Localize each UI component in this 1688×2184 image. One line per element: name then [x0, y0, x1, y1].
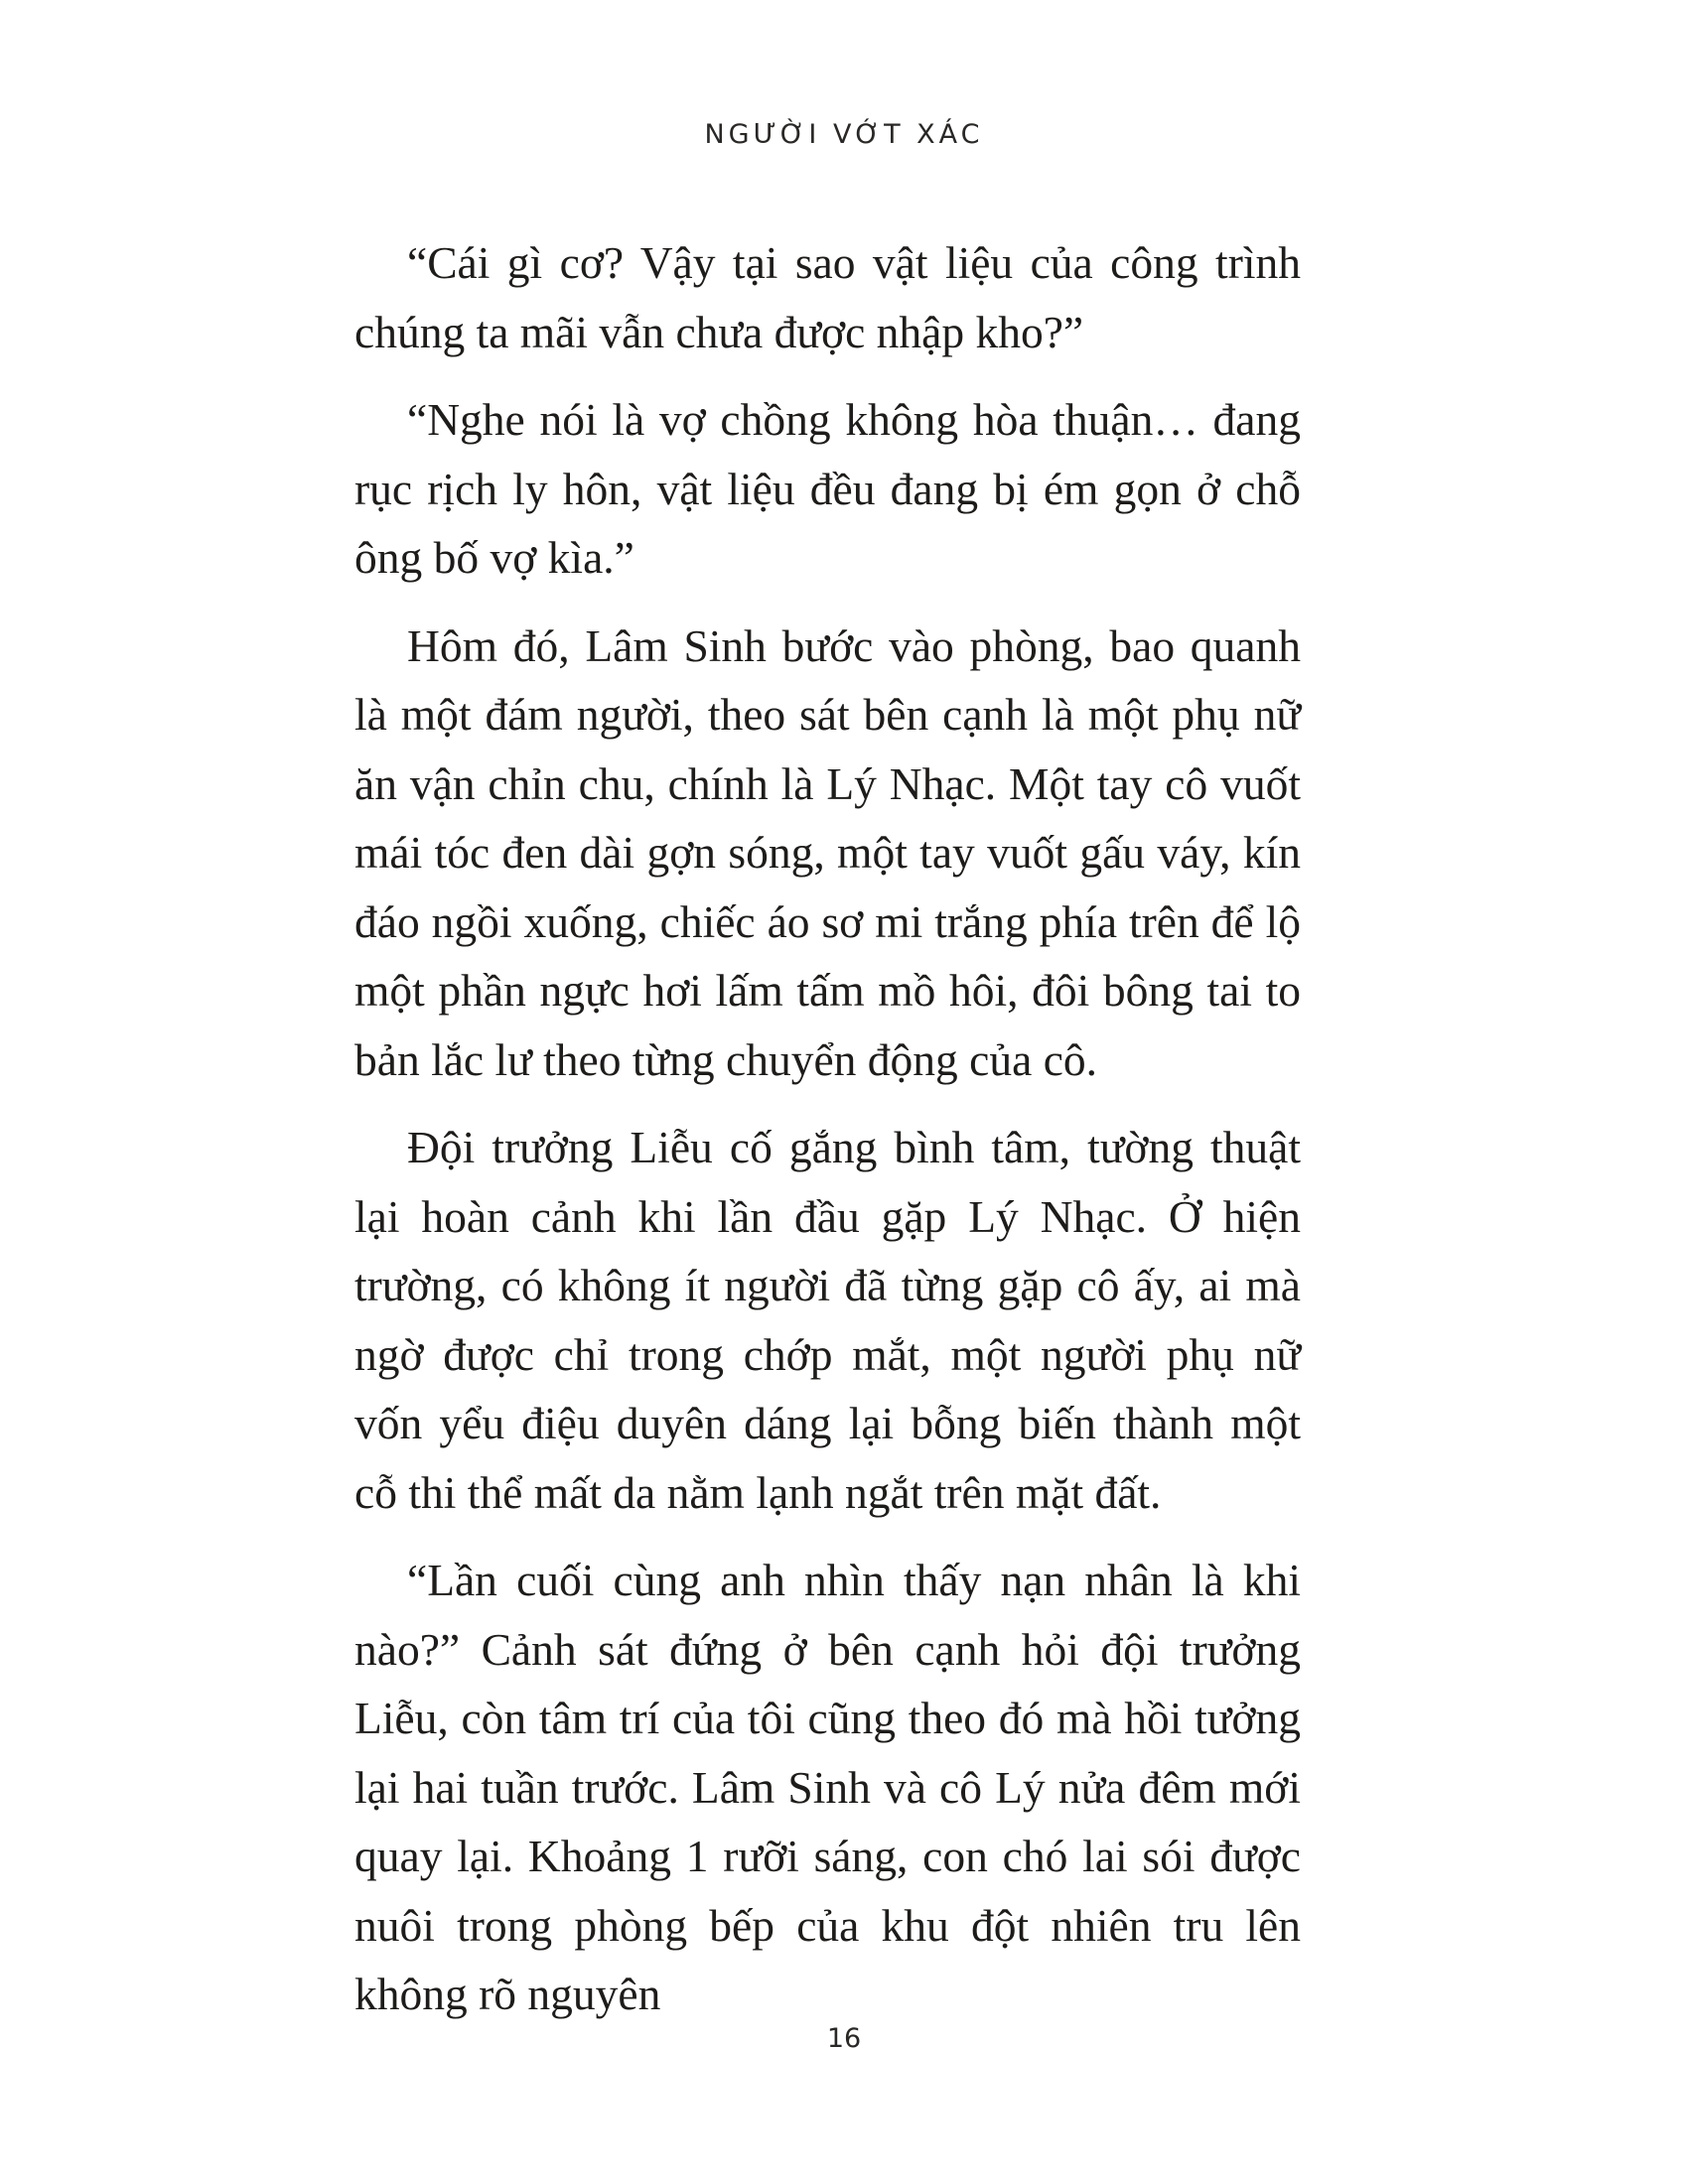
paragraph: “Cái gì cơ? Vậy tại sao vật liệu của công trình chúng ta mãi vẫn chưa được nhập kho?” [354, 237, 1301, 357]
page-number: 16 [826, 2023, 862, 2054]
paragraph: “Nghe nói là vợ chồng không hòa thuận… đang rục rịch ly hôn, vật liệu đều đang bị ém gọn ở chỗ ông bố vợ kìa.” [354, 394, 1301, 583]
paragraph: Đội trưởng Liễu cố gắng bình tâm, tường thuật lại hoàn cảnh khi lần đầu gặp Lý Nhạc. Ở hiện trường, có không ít người đã từng gặp cô ấy, ai mà ngờ được chỉ trong chớp mắt, một người phụ nữ vốn yểu điệu duyên dáng lại bỗng biến thành một cỗ thi thể mất da nằm lạnh ngắt trên mặt đất. [354, 1122, 1301, 1518]
paragraph: Hôm đó, Lâm Sinh bước vào phòng, bao quanh là một đám người, theo sát bên cạnh là một phụ nữ ăn vận chỉn chu, chính là Lý Nhạc. Một tay cô vuốt mái tóc đen dài gợn sóng, một tay vuốt gấu váy, kín đáo ngồi xuống, chiếc áo sơ mi trắng phía trên để lộ một phần ngực hơi lấm tấm mồ hôi, đôi bông tai to bản lắc lư theo từng chuyển động của cô. [354, 619, 1301, 1085]
running-header-title: NGƯỜI VỚT XÁC [704, 119, 984, 150]
paragraph: “Lần cuối cùng anh nhìn thấy nạn nhân là khi nào?” Cảnh sát đứng ở bên cạnh hỏi đội trưởng Liễu, còn tâm trí của tôi cũng theo đó mà hồi tưởng lại hai tuần trước. Lâm Sinh và cô Lý nửa đêm mới quay lại. Khoảng 1 rưỡi sáng, con chó lai sói được nuôi trong phòng bếp của khu đột nhiên tru lên không rõ nguyên [354, 1555, 1301, 2019]
body-text [354, 228, 1301, 2048]
